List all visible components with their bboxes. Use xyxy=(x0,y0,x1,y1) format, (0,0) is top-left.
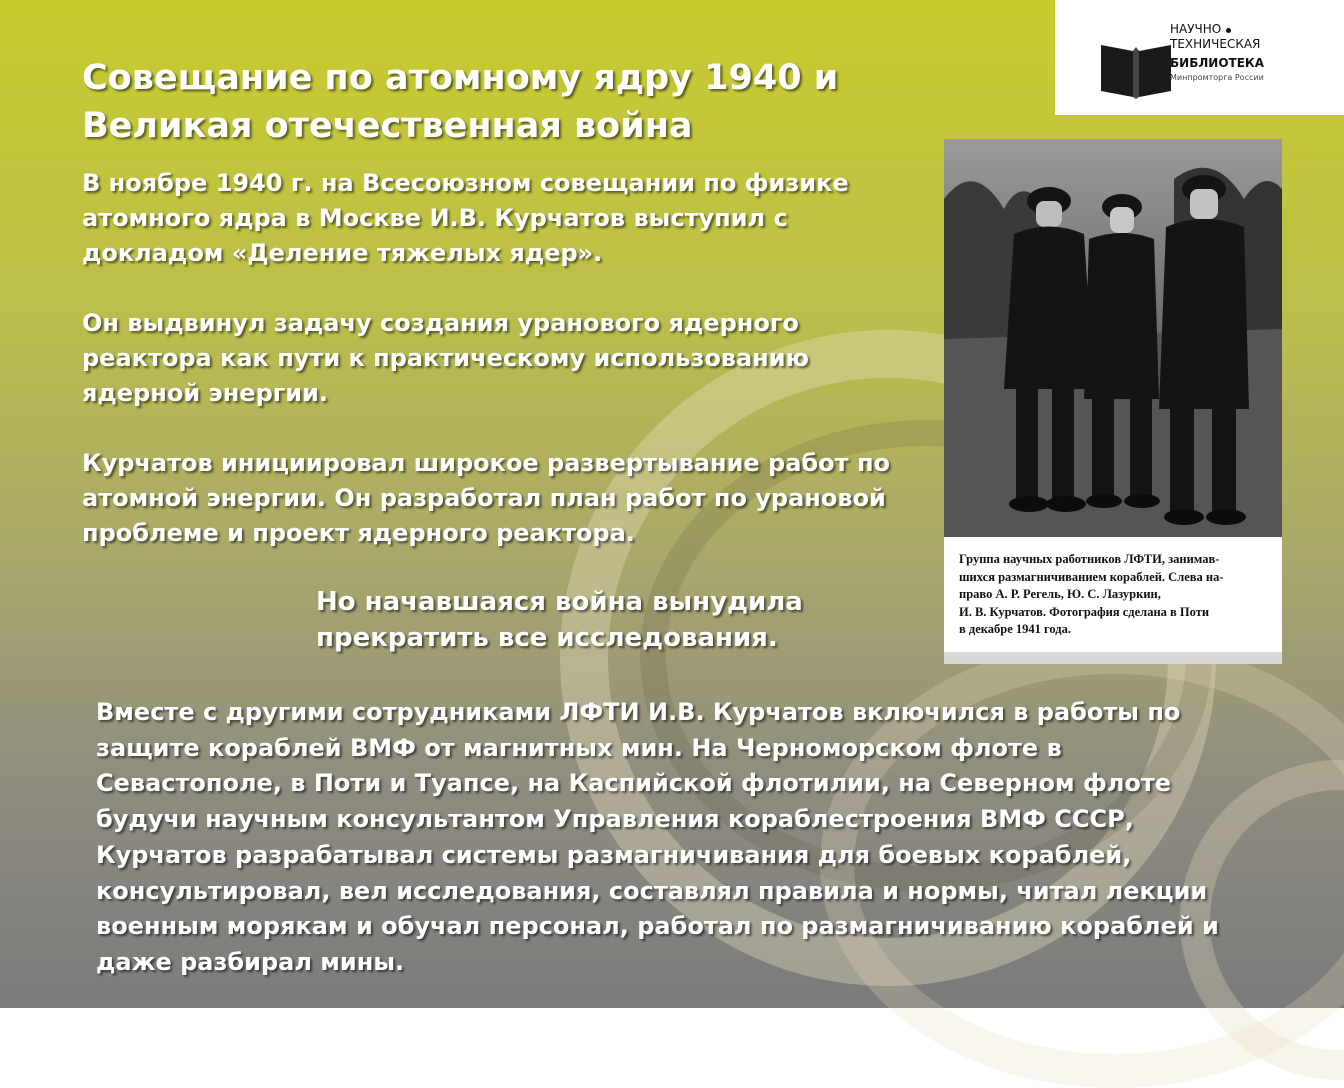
logo-line-1: НАУЧНО xyxy=(1170,22,1222,36)
logo-line-2: ТЕХНИЧЕСКАЯ xyxy=(1170,37,1261,51)
logo-dot xyxy=(1226,28,1231,33)
slide-title: Совещание по атомному ядру 1940 и Великая отечественная война xyxy=(82,58,839,146)
bottom-text: Вместе с другими сотрудниками ЛФТИ И.В. Курчатов включился в работы по защите кораблей ВМФ от магнитных мин. На Черноморском флоте в Севастополе, в Поти и Туапсе, на Каспийской флотилии, на Северном флоте будучи научным консультантом Управления кораблестроения ВМФ СССР, Курчатов разрабатывал системы размагничивания для боевых кораблей, консультировал, вел исследования, составлял правила и нормы, читал лекции военным морякам и обучал персонал, работал по размагничиванию кораблей и даже разбирал мины. xyxy=(96,698,1219,976)
open-book-icon xyxy=(1099,37,1173,99)
photo-bottom-strip xyxy=(944,652,1282,664)
logo-line-4: Минпромторга России xyxy=(1170,73,1264,82)
photo-card xyxy=(944,139,1282,664)
intro-text: В ноябре 1940 г. на Всесоюзном совещании по физике атомного ядра в Москве И.В. Курчатов выступил с докладом «Деление тяжелых ядер». Он выдвинул задачу создания уранового ядерного реактора как пути к практическому использованию ядерной энергии. Курчатов инициировал широкое развертывание работ по атомной энергии. Он разработал план работ по урановой проблеме и проект ядерного реактора. xyxy=(82,169,891,547)
war-note-text: Но начавшаяся война вынудила прекратить все исследования. xyxy=(316,587,803,653)
historical-photo xyxy=(944,139,1282,537)
photo-caption: Группа научных работников ЛФТИ, занимав- шихся размагничиванием кораблей. Слева на- право А. Р. Регель, Ю. С. Лазуркин, И. В. Курчатов. Фотография сделана в Поти в декабре 1941 года. xyxy=(959,552,1224,636)
library-logo xyxy=(1055,0,1344,115)
logo-line-3: БИБЛИОТЕКА xyxy=(1170,56,1265,70)
